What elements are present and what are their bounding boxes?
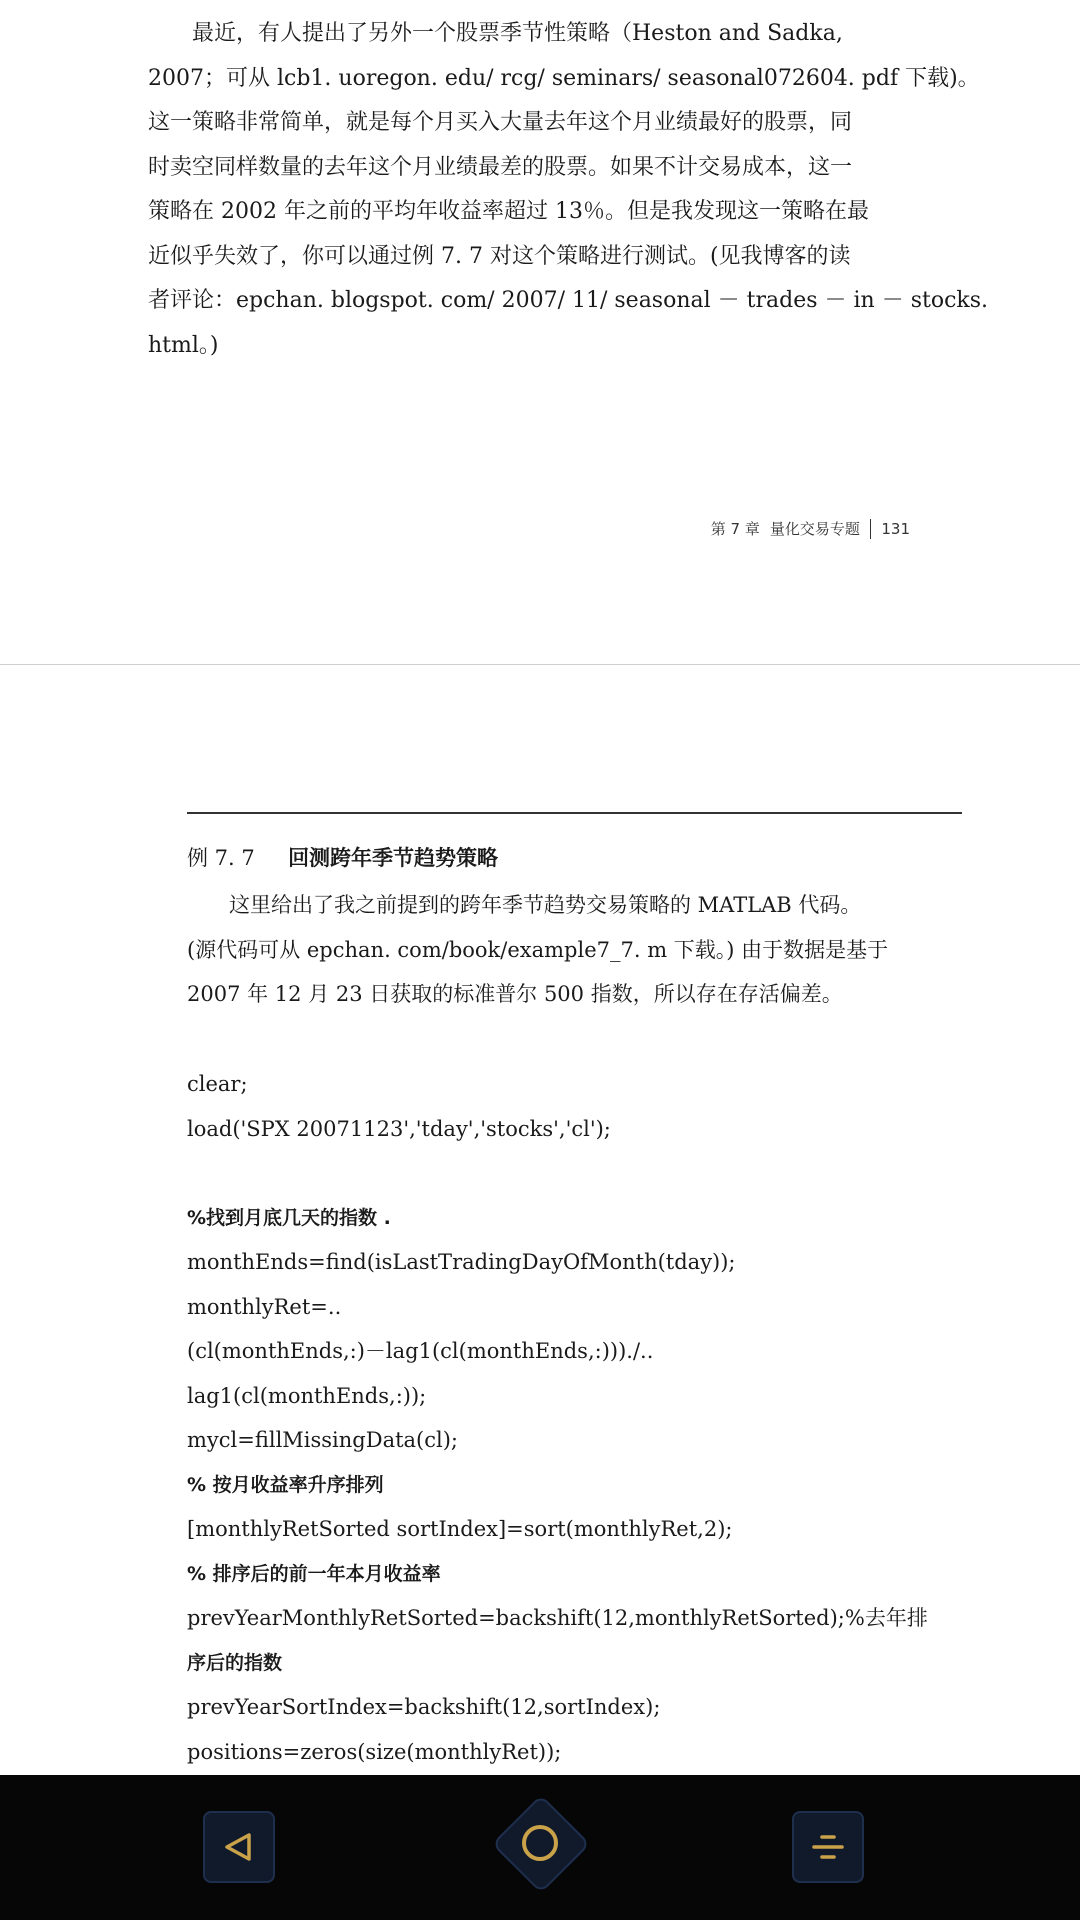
menu-button[interactable] bbox=[792, 1811, 864, 1883]
intro-line: (源代码可从 epchan. com/book/example7_7. m 下载。) 由于数据是基于 bbox=[187, 937, 889, 962]
example-number: 例 7. 7 bbox=[187, 846, 255, 870]
menu-lines-icon bbox=[808, 1829, 848, 1865]
paragraph-line: 最近，有人提出了另外一个股票季节性策略（Heston and Sadka, bbox=[148, 21, 843, 46]
example-intro bbox=[187, 883, 965, 1017]
code-comment: % 排序后的前一年本月收益率 bbox=[187, 1562, 441, 1585]
paragraph-line: 时卖空同样数量的去年这个月业绩最差的股票。如果不计交易成本，这一 bbox=[148, 154, 853, 180]
code-line: monthEnds=find(isLastTradingDayOfMonth(tday)); bbox=[187, 1250, 736, 1274]
page-footer bbox=[711, 518, 910, 539]
code-line: prevYearSortIndex=backshift(12,sortIndex); bbox=[187, 1695, 661, 1719]
example-title: 回测跨年季节趋势策略 bbox=[288, 846, 499, 870]
code-line: [monthlyRetSorted sortIndex]=sort(monthlyRet,2); bbox=[187, 1517, 733, 1541]
paragraph-line: 2007；可从 lcb1. uoregon. edu/ rcg/ seminars/ seasonal072604. pdf 下载)。 bbox=[148, 65, 980, 91]
code-comment: 序后的指数 bbox=[187, 1651, 283, 1674]
page-number: 131 bbox=[881, 519, 910, 538]
code-line: clear; bbox=[187, 1072, 248, 1096]
code-line: (cl(monthEnds,:)－lag1(cl(monthEnds,:)))./.. bbox=[187, 1339, 654, 1363]
footer-separator bbox=[870, 519, 872, 539]
footer-chapter: 第 7 章 bbox=[710, 520, 760, 538]
paragraph-line: 近似乎失效了，你可以通过例 7. 7 对这个策略进行测试。(见我博客的读 bbox=[148, 243, 851, 269]
code-comment: % 按月收益率升序排列 bbox=[187, 1473, 384, 1496]
code-comment: %找到月底几天的指数 . bbox=[187, 1206, 391, 1229]
code-line bbox=[187, 1151, 977, 1196]
code-line: mycl=fillMissingData(cl); bbox=[187, 1428, 459, 1452]
example-heading bbox=[187, 842, 498, 872]
paragraph-line: 者评论：epchan. blogspot. com/ 2007/ 11/ seasonal － trades － in － stocks. bbox=[148, 288, 989, 313]
navigation-bar bbox=[0, 1775, 1080, 1920]
back-button[interactable] bbox=[203, 1811, 275, 1883]
paragraph-line: 策略在 2002 年之前的平均年收益率超过 13％。但是我发现这一策略在最 bbox=[148, 199, 869, 224]
paragraph-line: 这一策略非常简单，就是每个月买入大量去年这个月业绩最好的股票，同 bbox=[148, 110, 853, 135]
paragraph-line: html。) bbox=[148, 332, 219, 358]
code-line: lag1(cl(monthEnds,:)); bbox=[187, 1383, 427, 1408]
code-line: monthlyRet=.. bbox=[187, 1294, 342, 1319]
current-page bbox=[0, 665, 1080, 1775]
home-circle-icon bbox=[522, 1825, 558, 1861]
previous-page bbox=[0, 0, 1080, 665]
body-paragraph bbox=[148, 12, 989, 368]
section-rule bbox=[187, 812, 962, 814]
code-line: load('SPX 20071123','tday','stocks','cl'); bbox=[187, 1116, 611, 1141]
intro-line: 这里给出了我之前提到的跨年季节趋势交易策略的 MATLAB 代码。 bbox=[187, 893, 862, 917]
code-listing bbox=[187, 1062, 977, 1774]
code-line: positions=zeros(size(monthlyRet)); bbox=[187, 1739, 562, 1764]
intro-line: 2007 年 12 月 23 日获取的标准普尔 500 指数，所以存在存活偏差。 bbox=[187, 982, 843, 1006]
back-triangle-icon bbox=[221, 1829, 257, 1865]
footer-title: 量化交易专题 bbox=[769, 520, 860, 538]
code-line: prevYearMonthlyRetSorted=backshift(12,monthlyRetSorted);%去年排 bbox=[187, 1606, 928, 1630]
